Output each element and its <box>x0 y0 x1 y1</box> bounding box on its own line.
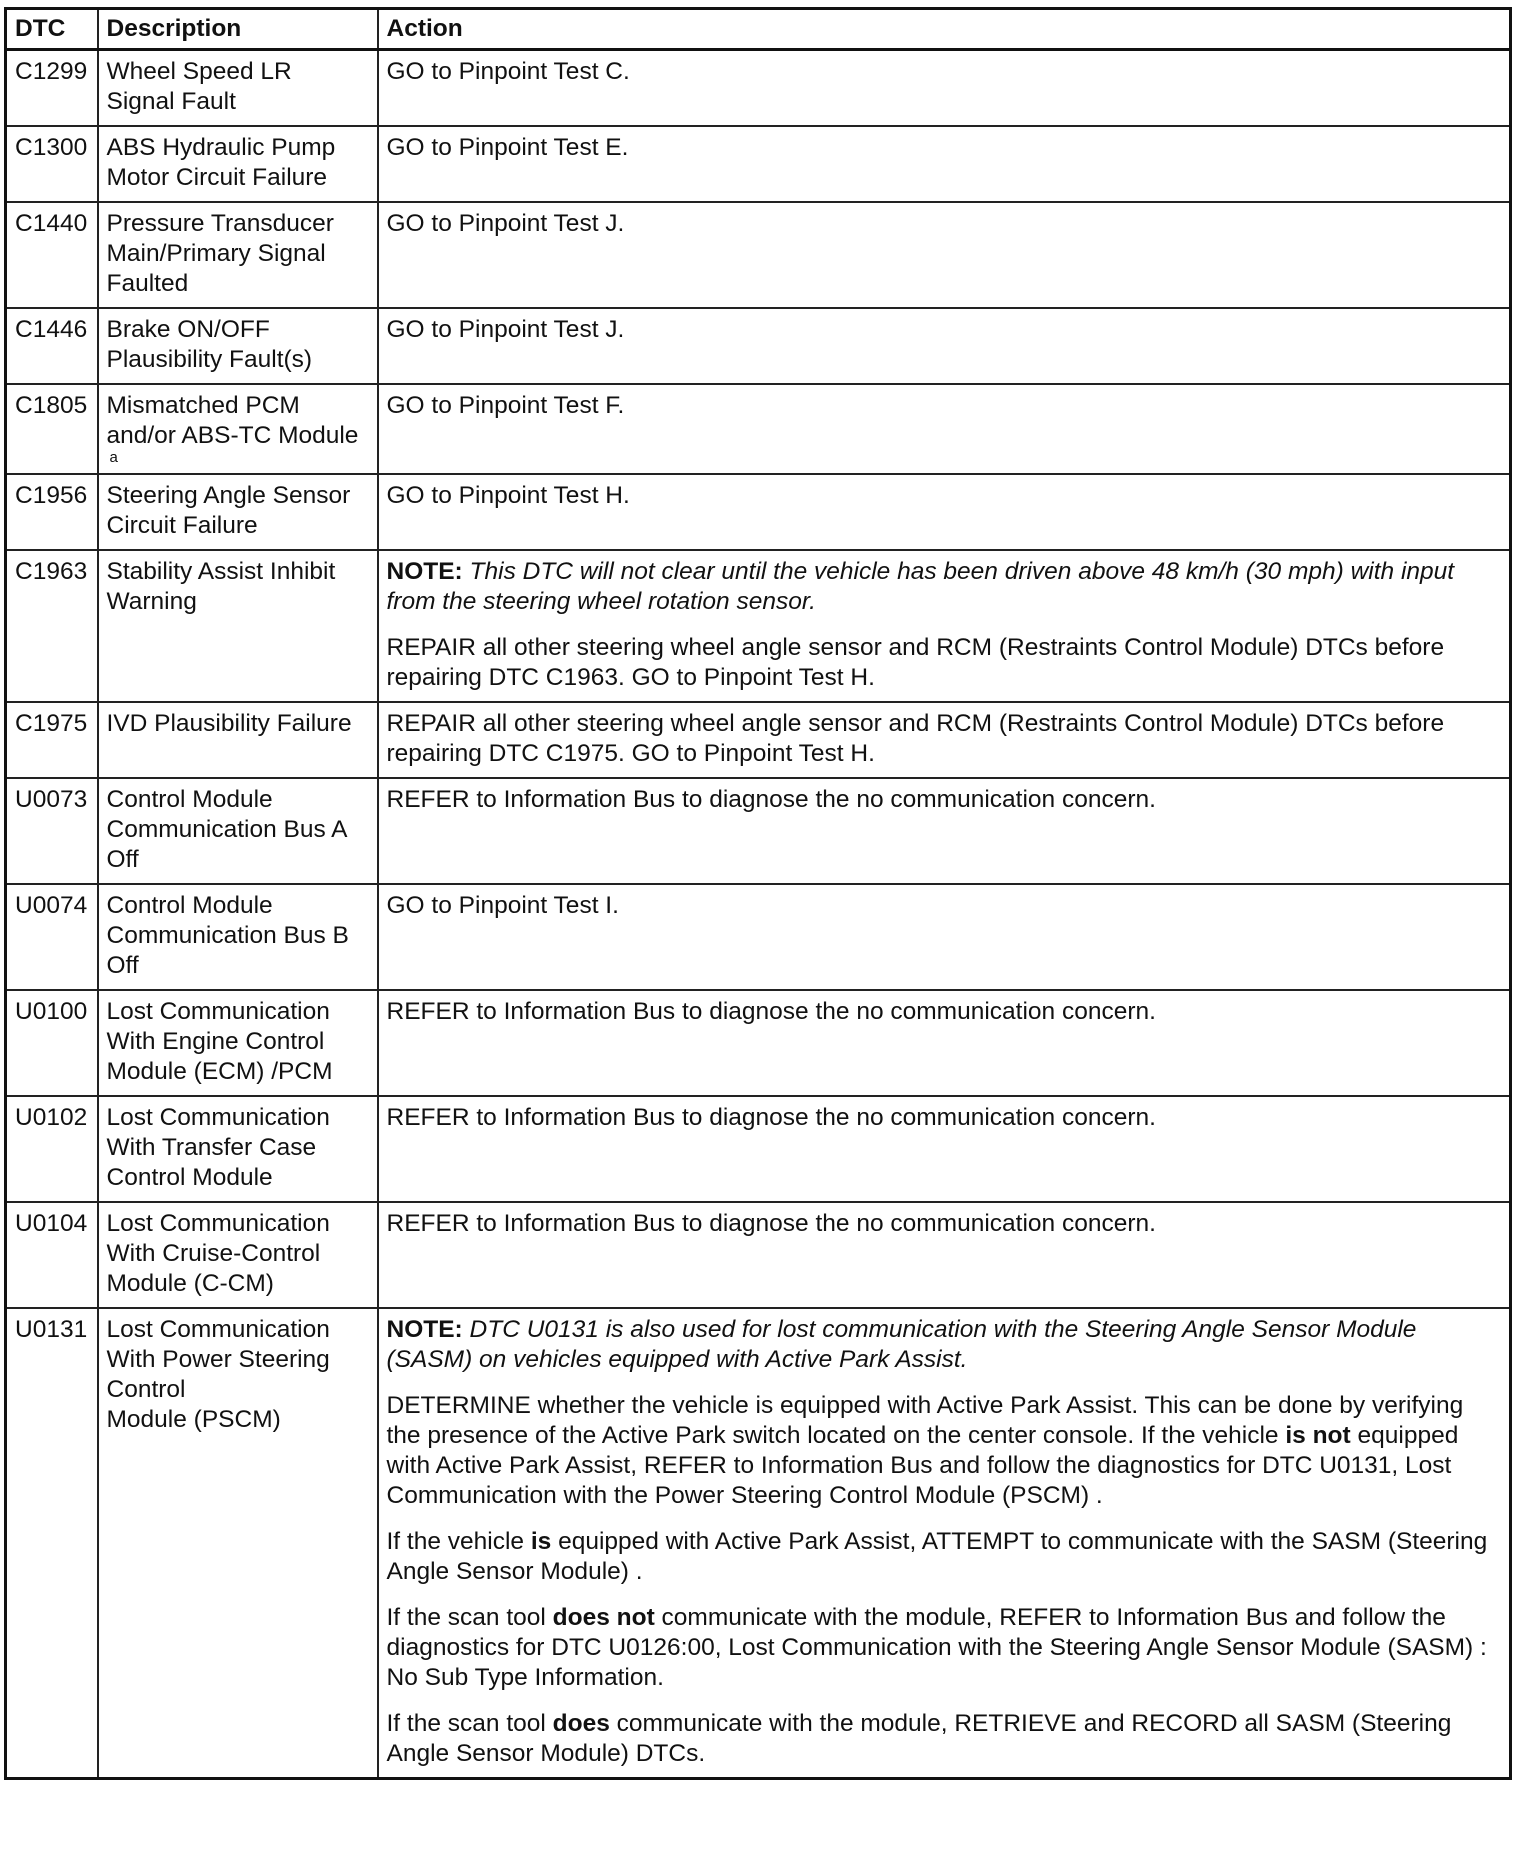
description-line: Stability Assist Inhibit <box>106 558 336 585</box>
action-text: REFER to Information Bus to diagnose the no communication concern. <box>386 1210 1156 1237</box>
description-line: ABS Hydraulic Pump <box>106 134 336 161</box>
action-text: GO to Pinpoint Test E. <box>386 134 629 161</box>
action-text-part: If the scan tool <box>386 1604 553 1631</box>
action-text <box>387 1603 1502 1693</box>
description-line: Control Module <box>106 786 273 813</box>
note-label: NOTE: <box>386 1316 463 1343</box>
dtc-action <box>378 384 1511 474</box>
action-text-part: equipped with Active Park Assist, REFER to Information Bus and follow the diagnostics for DTC U0131, Lost Communication with the Power Steering Control Module (PSCM) . <box>386 1422 1459 1509</box>
dtc-code: U0102 <box>6 1096 98 1202</box>
description-line: Faulted <box>106 270 189 297</box>
dtc-action <box>378 50 1511 127</box>
action-text: GO to Pinpoint Test C. <box>386 58 630 85</box>
dtc-action <box>378 474 1511 550</box>
description-line: Pressure Transducer <box>106 210 334 237</box>
description-line: Control Module <box>106 892 273 919</box>
dtc-description <box>98 990 378 1096</box>
table-row <box>6 50 1511 127</box>
dtc-code: U0100 <box>6 990 98 1096</box>
emphasis: is not <box>1285 1422 1351 1449</box>
dtc-action <box>378 126 1511 202</box>
description-line: With Transfer Case <box>106 1134 317 1161</box>
description-line: Lost Communication <box>106 998 330 1025</box>
description-line: Control Module <box>106 1164 273 1191</box>
dtc-description <box>98 778 378 884</box>
dtc-code: U0074 <box>6 884 98 990</box>
note-text: This DTC will not clear until the vehicle has been driven above 48 km/h (30 mph) with input from the steering wheel rotation sensor. <box>386 558 1455 615</box>
emphasis: does <box>552 1710 610 1737</box>
action-text: REFER to Information Bus to diagnose the no communication concern. <box>386 786 1156 813</box>
table-row <box>6 1308 1511 1779</box>
dtc-code: C1446 <box>6 308 98 384</box>
dtc-code: C1963 <box>6 550 98 702</box>
dtc-code: U0131 <box>6 1308 98 1779</box>
table-row <box>6 1202 1511 1308</box>
table-row <box>6 778 1511 884</box>
dtc-action <box>378 778 1511 884</box>
dtc-description <box>98 308 378 384</box>
dtc-description <box>98 202 378 308</box>
dtc-description <box>98 50 378 127</box>
description-line: Lost Communication <box>106 1104 330 1131</box>
dtc-action <box>378 884 1511 990</box>
action-text-part: communicate with the module, RETRIEVE and RECORD all SASM (Steering Angle Sensor Module) DTCs. <box>386 1710 1452 1767</box>
action-text: GO to Pinpoint Test H. <box>386 482 630 509</box>
dtc-description <box>98 384 378 474</box>
action-text-part: communicate with the module, REFER to Information Bus and follow the diagnostics for DTC U0126:00, Lost Communication with the Steering Angle Sensor Module (SASM) : No Sub Type Information. <box>386 1604 1487 1691</box>
action-text-part: If the scan tool <box>386 1710 553 1737</box>
dtc-description <box>98 1202 378 1308</box>
description-line: Module (ECM) /PCM <box>106 1058 333 1085</box>
dtc-code: C1805 <box>6 384 98 474</box>
dtc-table <box>4 7 1512 1780</box>
dtc-code: U0104 <box>6 1202 98 1308</box>
table-row <box>6 474 1511 550</box>
dtc-code: C1975 <box>6 702 98 778</box>
description-line: Steering Angle Sensor <box>106 482 351 509</box>
table-row <box>6 384 1511 474</box>
table-row <box>6 202 1511 308</box>
description-line: Plausibility Fault(s) <box>106 346 313 373</box>
emphasis: is <box>530 1528 552 1555</box>
header-description: Description <box>98 9 378 50</box>
emphasis: does not <box>552 1604 655 1631</box>
dtc-description <box>98 1308 378 1779</box>
action-text: GO to Pinpoint Test F. <box>386 392 625 419</box>
description-line: Control <box>106 1376 186 1403</box>
table-row <box>6 1096 1511 1202</box>
action-text: REPAIR all other steering wheel angle sensor and RCM (Restraints Control Module) DTCs before repairing DTC C1975. GO to Pinpoint Test H. <box>386 710 1445 767</box>
description-line: Off <box>106 846 139 873</box>
dtc-action <box>378 1202 1511 1308</box>
action-text <box>387 1709 1502 1769</box>
dtc-description <box>98 550 378 702</box>
action-text: GO to Pinpoint Test J. <box>386 316 625 343</box>
action-text: GO to Pinpoint Test J. <box>386 210 625 237</box>
description-line: Wheel Speed LR <box>106 58 292 85</box>
action-text <box>387 1391 1502 1511</box>
description-line: Communication Bus B <box>106 922 349 949</box>
dtc-code: C1299 <box>6 50 98 127</box>
description-line: Lost Communication <box>106 1210 330 1237</box>
dtc-description <box>98 884 378 990</box>
dtc-code: C1956 <box>6 474 98 550</box>
dtc-description <box>98 702 378 778</box>
description-line: Off <box>106 952 139 979</box>
dtc-action <box>378 308 1511 384</box>
description-line: Mismatched PCM <box>106 392 300 419</box>
dtc-description <box>98 474 378 550</box>
dtc-description <box>98 1096 378 1202</box>
action-text: GO to Pinpoint Test I. <box>386 892 619 919</box>
header-action: Action <box>378 9 1511 50</box>
dtc-action <box>378 550 1511 702</box>
description-line: Warning <box>106 588 197 615</box>
action-text-part: equipped with Active Park Assist, ATTEMPT to communicate with the SASM (Steering Angle Sensor Module) . <box>386 1528 1488 1585</box>
header-dtc: DTC <box>6 9 98 50</box>
action-text: REFER to Information Bus to diagnose the no communication concern. <box>386 998 1156 1025</box>
dtc-action <box>378 202 1511 308</box>
description-line: With Power Steering <box>106 1346 330 1373</box>
table-row <box>6 550 1511 702</box>
description-line: Lost Communication <box>106 1316 330 1343</box>
dtc-action <box>378 1308 1511 1779</box>
description-line: Main/Primary Signal <box>106 240 326 267</box>
description-line: Motor Circuit Failure <box>106 164 328 191</box>
footnote-marker: a <box>109 449 118 466</box>
description-line: With Engine Control <box>106 1028 325 1055</box>
table-row <box>6 990 1511 1096</box>
table-row <box>6 126 1511 202</box>
action-text: REPAIR all other steering wheel angle sensor and RCM (Restraints Control Module) DTCs before repairing DTC C1963. GO to Pinpoint Test H. <box>386 634 1445 691</box>
action-text-part: If the vehicle <box>386 1528 531 1555</box>
table-row <box>6 308 1511 384</box>
action-text <box>387 1527 1502 1587</box>
note-paragraph <box>387 557 1502 617</box>
dtc-code: U0073 <box>6 778 98 884</box>
note-text: DTC U0131 is also used for lost communication with the Steering Angle Sensor Module (SASM) on vehicles equipped with Active Park Assist. <box>386 1316 1417 1373</box>
description-line: Module (C-CM) <box>106 1270 274 1297</box>
dtc-action <box>378 1096 1511 1202</box>
note-paragraph <box>387 1315 1502 1375</box>
description-line: Signal Fault <box>106 88 236 115</box>
description-line: Circuit Failure <box>106 512 258 539</box>
dtc-code: C1300 <box>6 126 98 202</box>
description-line: Communication Bus A <box>106 816 348 843</box>
dtc-description <box>98 126 378 202</box>
action-text: REFER to Information Bus to diagnose the no communication concern. <box>386 1104 1156 1131</box>
description-line: IVD Plausibility Failure <box>106 710 352 737</box>
description-line: With Cruise-Control <box>106 1240 321 1267</box>
description-line: and/or ABS-TC Module <box>106 422 359 449</box>
table-header-row <box>6 9 1511 50</box>
dtc-code: C1440 <box>6 202 98 308</box>
note-label: NOTE: <box>386 558 463 585</box>
description-line: Brake ON/OFF <box>106 316 270 343</box>
dtc-action <box>378 990 1511 1096</box>
description-line: Module (PSCM) <box>106 1406 281 1433</box>
table-row <box>6 884 1511 990</box>
table-row <box>6 702 1511 778</box>
dtc-action <box>378 702 1511 778</box>
action-text-part: DETERMINE whether the vehicle is equipped with Active Park Assist. This can be done by verifying the presence of the Active Park switch located on the center console. If the vehicle <box>386 1392 1464 1449</box>
